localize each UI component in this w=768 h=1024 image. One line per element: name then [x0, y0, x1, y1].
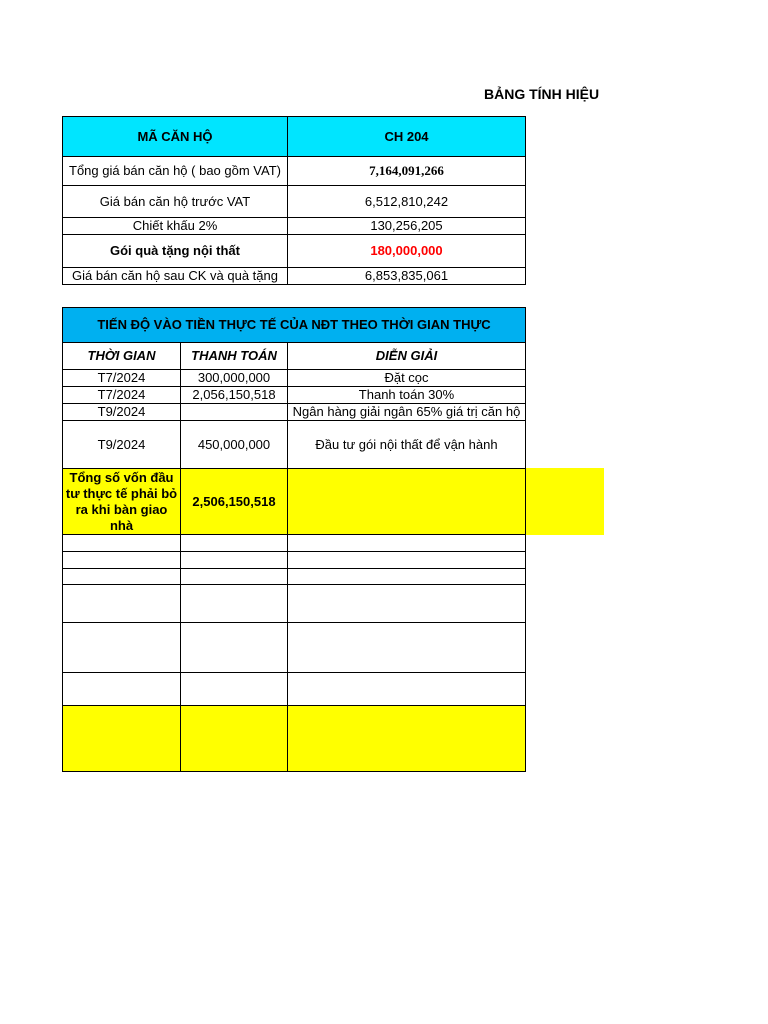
empty-cell — [62, 568, 181, 585]
empty-cell — [287, 534, 526, 552]
empty-cell — [180, 622, 288, 673]
summary-value: 6,853,835,061 — [287, 267, 526, 285]
empty-cell — [287, 584, 526, 623]
empty-cell — [62, 672, 181, 706]
summary-value: 7,164,091,266 — [287, 156, 526, 186]
table-cell: T7/2024 — [62, 369, 181, 387]
empty-yellow-cell — [287, 705, 526, 772]
summary-label: Chiết khấu 2% — [62, 217, 288, 235]
table-cell: Đầu tư gói nội thất để vận hành — [287, 420, 526, 469]
table-cell: 450,000,000 — [180, 420, 288, 469]
empty-cell — [180, 534, 288, 552]
table-cell: Thanh toán 30% — [287, 386, 526, 404]
table-cell: Đặt cọc — [287, 369, 526, 387]
table-cell — [180, 403, 288, 421]
empty-cell — [180, 568, 288, 585]
table-cell: T9/2024 — [62, 420, 181, 469]
header-cell-code: MÃ CĂN HỘ — [62, 116, 288, 157]
empty-yellow-cell — [180, 705, 288, 772]
schedule-title: TIẾN ĐỘ VÀO TIỀN THỰC TẾ CỦA NĐT THEO THỜI GIAN THỰC — [62, 307, 526, 343]
empty-cell — [62, 622, 181, 673]
empty-yellow-cell — [62, 705, 181, 772]
page-title: BẢNG TÍNH HIỆU — [484, 86, 600, 102]
table-cell: T7/2024 — [62, 386, 181, 404]
column-header-description: DIỄN GIẢI — [287, 342, 526, 370]
table-cell: Ngân hàng giải ngân 65% giá trị căn hộ — [287, 403, 526, 421]
empty-cell — [62, 584, 181, 623]
total-row-fill — [526, 468, 604, 535]
empty-cell — [180, 584, 288, 623]
table-cell: 300,000,000 — [180, 369, 288, 387]
empty-cell — [287, 622, 526, 673]
summary-value: 130,256,205 — [287, 217, 526, 235]
column-header-payment: THANH TOÁN — [180, 342, 288, 370]
empty-cell — [62, 551, 181, 569]
summary-value: 6,512,810,242 — [287, 185, 526, 218]
empty-cell — [287, 551, 526, 569]
total-label: Tổng số vốn đầu tư thực tế phải bỏ ra khi bàn giao nhà — [62, 468, 181, 535]
summary-label: Tổng giá bán căn hộ ( bao gồm VAT) — [62, 156, 288, 186]
empty-cell — [287, 568, 526, 585]
empty-cell — [62, 534, 181, 552]
table-cell: T9/2024 — [62, 403, 181, 421]
total-description — [287, 468, 526, 535]
table-cell: 2,056,150,518 — [180, 386, 288, 404]
total-value: 2,506,150,518 — [180, 468, 288, 535]
empty-cell — [180, 672, 288, 706]
header-cell-unit: CH 204 — [287, 116, 526, 157]
empty-cell — [287, 672, 526, 706]
summary-value-highlight: 180,000,000 — [287, 234, 526, 268]
empty-cell — [180, 551, 288, 569]
column-header-time: THỜI GIAN — [62, 342, 181, 370]
summary-label: Gói quà tặng nội thất — [62, 234, 288, 268]
summary-label: Giá bán căn hộ sau CK và quà tặng — [62, 267, 288, 285]
summary-label: Giá bán căn hộ trước VAT — [62, 185, 288, 218]
